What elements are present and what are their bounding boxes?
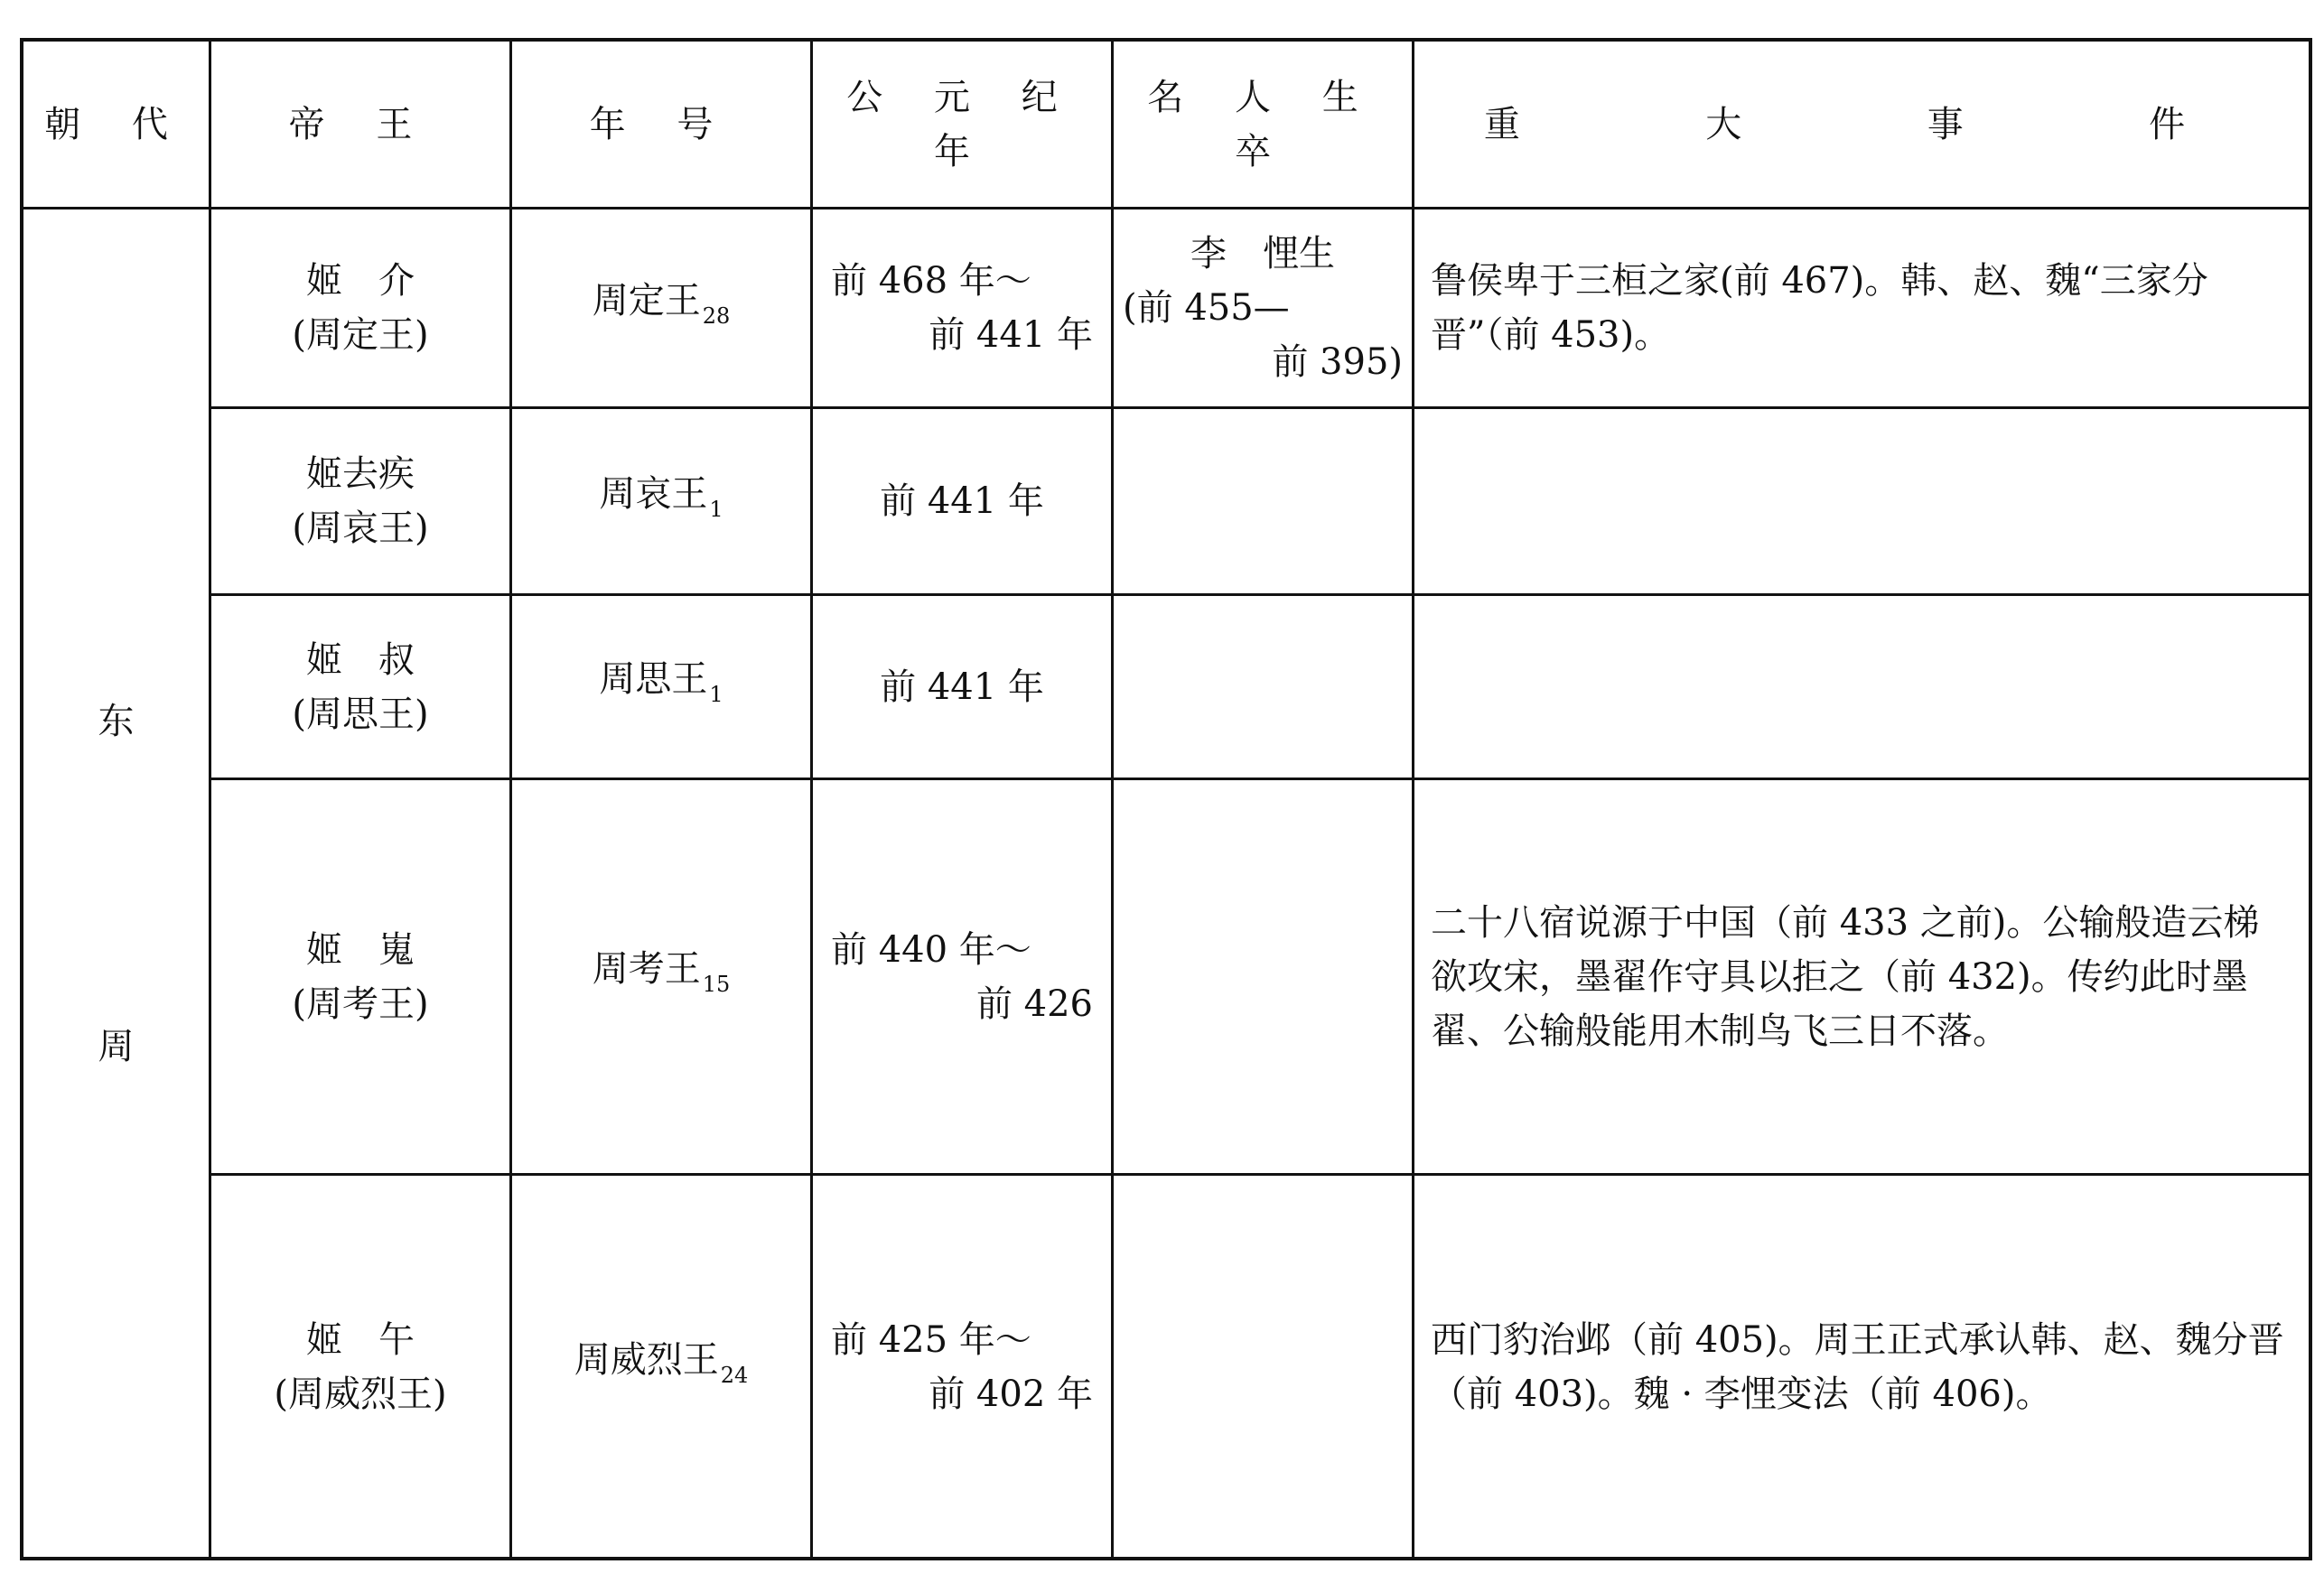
emperor-name: 姬 嵬 xyxy=(306,928,415,971)
famous-cell xyxy=(1114,210,1412,406)
era-years: 28 xyxy=(702,303,731,329)
year-cell xyxy=(813,780,1111,1173)
events-text: 二十八宿说源于中国（前 433 之前)。公输般造云梯欲攻宋，墨翟作守具以拒之（前 432)。传约此时墨翟、公输般能用木制鸟飞三日不落。 xyxy=(1431,901,2260,1052)
era-name: 周哀王 xyxy=(599,472,708,515)
year-cell xyxy=(813,596,1111,778)
era-cell xyxy=(512,596,810,778)
emperor-name: 姬去疾 xyxy=(306,453,415,495)
emperor-cell xyxy=(211,409,509,593)
year-cell xyxy=(813,409,1111,593)
emperor-name: 姬 午 xyxy=(306,1319,415,1361)
era-name: 周威烈王 xyxy=(574,1338,719,1381)
dynasty-char: 周 xyxy=(98,1026,135,1067)
header-emperor: 帝 王 xyxy=(288,103,433,145)
year-single: 前 441 年 xyxy=(880,480,1044,522)
dynasty-char: 东 xyxy=(98,701,135,742)
era-name: 周定王 xyxy=(592,279,701,321)
emperor-title: (周考王) xyxy=(292,982,429,1025)
header-famous: 名 人 生 卒 xyxy=(1147,76,1378,172)
emperor-title: (周哀王) xyxy=(292,507,429,549)
events-text: 西门豹治邺（前 405)。周王正式承认韩、赵、魏分晋（前 403)。魏 · 李悝变法（前 406)。 xyxy=(1431,1319,2284,1415)
era-cell xyxy=(512,409,810,593)
year-start: 前 468 年～ xyxy=(831,260,1031,302)
year-end: 前 426 xyxy=(975,982,1093,1025)
era-cell xyxy=(512,210,810,406)
header-era-name: 年 号 xyxy=(589,103,733,145)
emperor-cell xyxy=(211,780,509,1173)
events-cell xyxy=(1414,210,2309,406)
header-events: 重 大 事 件 xyxy=(1483,103,2240,145)
year-end: 前 441 年 xyxy=(929,314,1093,356)
chronology-table xyxy=(20,38,2312,1560)
era-years: 24 xyxy=(720,1362,749,1388)
era-name: 周考王 xyxy=(592,948,701,990)
emperor-title: (周思王) xyxy=(292,693,429,735)
year-start: 前 425 年～ xyxy=(831,1319,1031,1361)
header-dynasty: 朝 代 xyxy=(44,103,188,145)
events-text: 鲁侯卑于三桓之家(前 467)。韩、赵、魏“三家分晋”（前 453)。 xyxy=(1431,260,2208,356)
era-name: 周思王 xyxy=(599,658,708,700)
emperor-title: (周威烈王) xyxy=(274,1373,447,1415)
year-single: 前 441 年 xyxy=(880,666,1044,708)
year-start: 前 440 年～ xyxy=(831,928,1031,971)
era-cell xyxy=(512,780,810,1173)
famous-line: 前 395) xyxy=(1272,341,1403,383)
emperor-cell xyxy=(211,210,509,406)
emperor-name: 姬 介 xyxy=(306,260,415,302)
events-cell xyxy=(1414,780,2309,1173)
dynasty-cell xyxy=(23,210,209,1559)
era-years: 1 xyxy=(709,496,723,522)
emperor-cell xyxy=(211,1176,509,1559)
events-cell xyxy=(1414,1176,2309,1559)
era-years: 1 xyxy=(709,682,723,707)
famous-line: (前 455— xyxy=(1123,287,1290,329)
emperor-title: (周定王) xyxy=(292,314,429,356)
era-years: 15 xyxy=(702,972,731,997)
famous-line: 李 悝生 xyxy=(1190,233,1335,275)
year-cell xyxy=(813,1176,1111,1559)
era-cell xyxy=(512,1176,810,1559)
header-year: 公 元 纪 年 xyxy=(846,76,1078,172)
year-cell xyxy=(813,210,1111,406)
emperor-name: 姬 叔 xyxy=(306,638,415,681)
year-end: 前 402 年 xyxy=(929,1373,1093,1415)
emperor-cell xyxy=(211,596,509,778)
